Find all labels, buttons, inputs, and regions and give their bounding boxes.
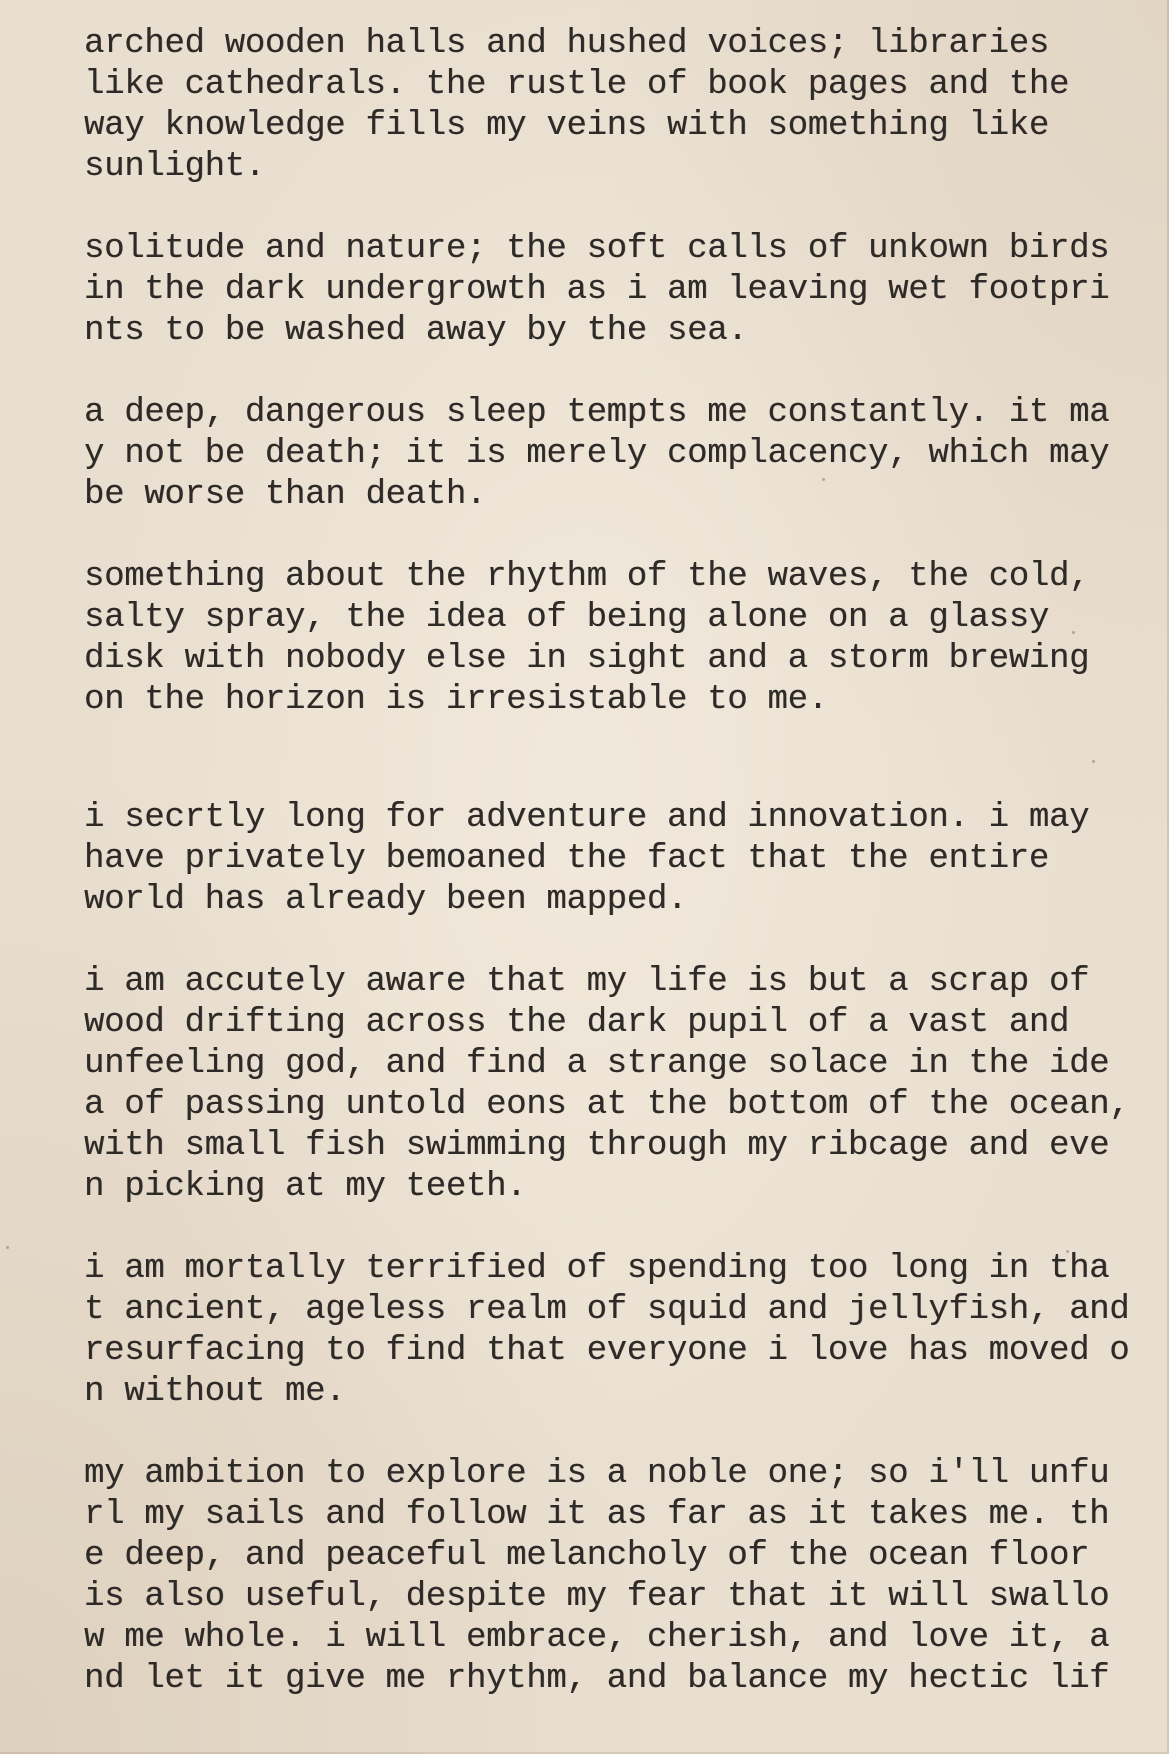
poem-line: resurfacing to find that everyone i love has moved o bbox=[84, 1332, 1130, 1370]
stanza bbox=[84, 962, 1130, 1208]
stanza bbox=[84, 798, 1124, 921]
poem-line: e deep, and peaceful melancholy of the ocean floor bbox=[84, 1537, 1090, 1575]
poem-line: i am accutely aware that my life is but a scrap of bbox=[84, 963, 1090, 1001]
poem-line: disk with nobody else in sight and a storm brewing bbox=[84, 640, 1090, 678]
poem-line: arched wooden halls and hushed voices; libraries bbox=[84, 25, 1049, 63]
poem-line: y not be death; it is merely complacency, which may bbox=[84, 435, 1110, 473]
poem-line: unfeeling god, and find a strange solace in the ide bbox=[84, 1045, 1110, 1083]
poem-line: a of passing untold eons at the bottom of the ocean, bbox=[84, 1086, 1130, 1124]
poem-line: i secrtly long for adventure and innovation. i may bbox=[84, 799, 1090, 837]
poem-line: is also useful, despite my fear that it will swallo bbox=[84, 1578, 1110, 1616]
stanza bbox=[84, 229, 1124, 352]
poem-line: a deep, dangerous sleep tempts me constantly. it ma bbox=[84, 394, 1110, 432]
poem-line: way knowledge fills my veins with something like bbox=[84, 107, 1049, 145]
stanza bbox=[84, 393, 1124, 516]
poem-line: n picking at my teeth. bbox=[84, 1168, 527, 1206]
stanza bbox=[84, 24, 1124, 188]
poem-line: wood drifting across the dark pupil of a vast and bbox=[84, 1004, 1070, 1042]
poem-line: t ancient, ageless realm of squid and jellyfish, and bbox=[84, 1291, 1130, 1329]
poem-line: n without me. bbox=[84, 1373, 346, 1411]
poem-line: nd let it give me rhythm, and balance my hectic lif bbox=[84, 1660, 1110, 1698]
poem-line: w me whole. i will embrace, cherish, and love it, a bbox=[84, 1619, 1110, 1657]
poem-line: rl my sails and follow it as far as it takes me. th bbox=[84, 1496, 1110, 1534]
poem-line: my ambition to explore is a noble one; so i'll unfu bbox=[84, 1455, 1110, 1493]
poem-line: on the horizon is irresistable to me. bbox=[84, 681, 828, 719]
poem-line: nts to be washed away by the sea. bbox=[84, 312, 748, 350]
poem-line: salty spray, the idea of being alone on a glassy bbox=[84, 599, 1049, 637]
stanza bbox=[84, 1454, 1124, 1700]
stanza bbox=[84, 1249, 1130, 1413]
typewritten-poem bbox=[84, 24, 1130, 1741]
poem-line: world has already been mapped. bbox=[84, 881, 688, 919]
poem-line: i am mortally terrified of spending too long in tha bbox=[84, 1250, 1110, 1288]
stanza bbox=[84, 557, 1124, 721]
poem-line: have privately bemoaned the fact that the entire bbox=[84, 840, 1049, 878]
poem-line: be worse than death. bbox=[84, 476, 487, 514]
poem-line: something about the rhythm of the waves, the cold, bbox=[84, 558, 1090, 596]
poem-line: solitude and nature; the soft calls of unkown birds bbox=[84, 230, 1110, 268]
poem-line: in the dark undergrowth as i am leaving wet footpri bbox=[84, 271, 1110, 309]
poem-line: with small fish swimming through my ribcage and eve bbox=[84, 1127, 1110, 1165]
poem-line: sunlight. bbox=[84, 148, 265, 186]
paper-speck bbox=[6, 1246, 9, 1249]
poem-line: like cathedrals. the rustle of book pages and the bbox=[84, 66, 1070, 104]
